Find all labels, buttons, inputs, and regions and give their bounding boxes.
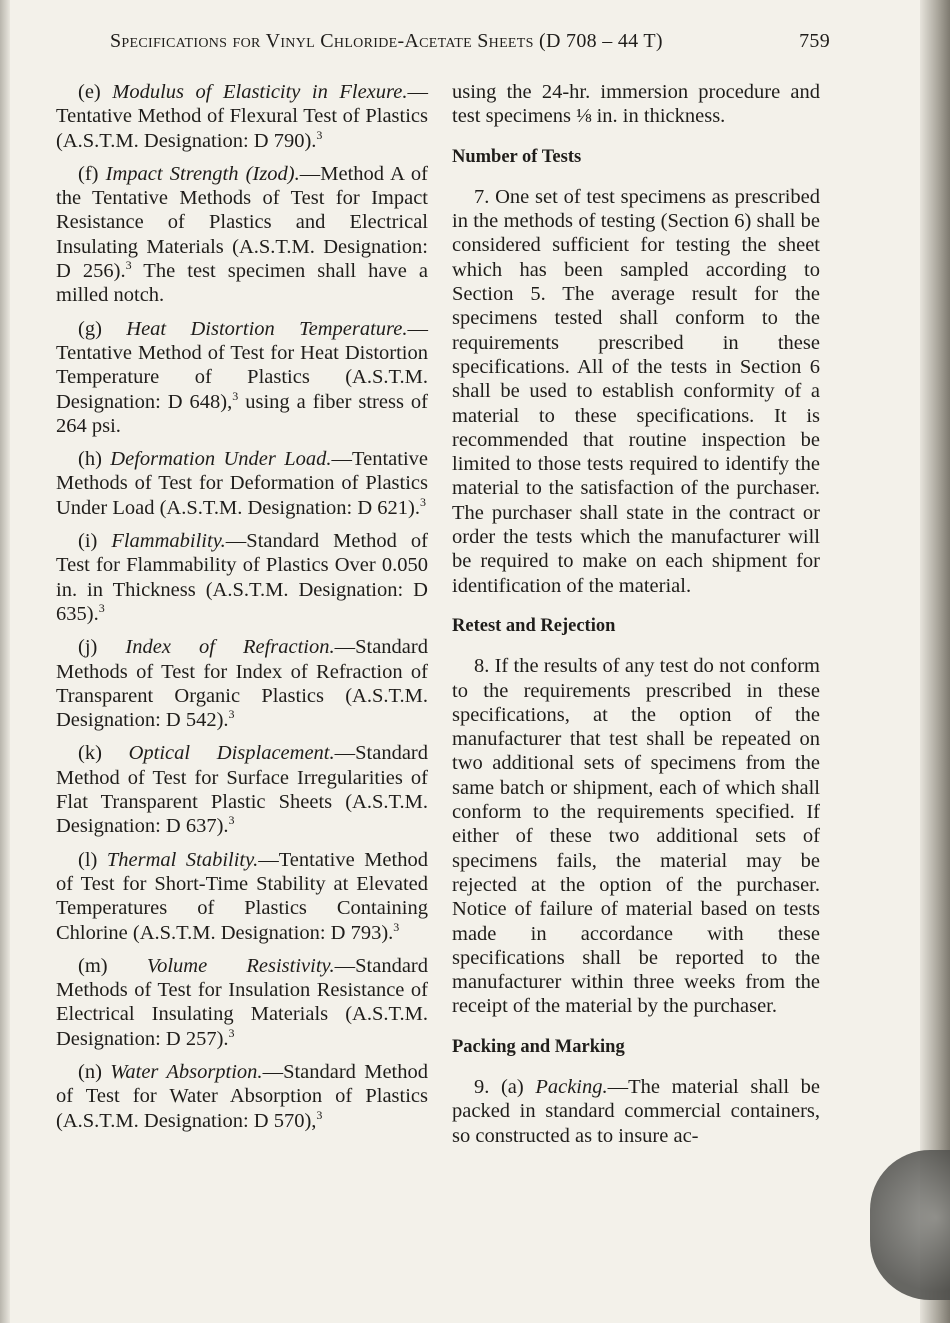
item-e: (e) Modulus of Elasticity in Flexure.—Tentative Method of Flexural Test of Plastics (A.S.T.M. Designation: D 790).$^3$ <box>56 81 428 152</box>
item-l: (l) Thermal Stability.—Tentative Method of Test for Short-Time Stability at Elevated Temperatures of Plastics Containing Chlorine (A.S.T.M. Designation: D 793).$^3$ <box>56 848 428 944</box>
item-j: (j) Index of Refraction.—Standard Methods of Test for Index of Refraction of Transparent Organic Plastics (A.S.T.M. Designation: D 542).$^3$ <box>56 636 428 732</box>
section-heading-packing: Packing and Marking <box>452 1036 625 1057</box>
right-column <box>452 80 820 1157</box>
item-m: (m) Volume Resistivity.—Standard Methods of Test for Insulation Resistance of Electrical Insulating Materials (A.S.T.M. Designation: D 257).$^3$ <box>56 954 428 1050</box>
section-7-body: 7. One set of test specimens as prescribed in the methods of testing (Section 6) shall be considered sufficient for testing the sheet which has been sampled according to Section 5. The average result for the specimens tested shall conform to the requirements prescribed in these specifications. All of the tests in Section 6 shall be used to establish conformity of a material to these specifications. It is recommended that routine inspection be limited to those tests required to identify the material to the satisfaction of the purchaser. The purchaser shall state in the contract or order the tests which the manufacturer will be required to make on each shipment for identification of the material. <box>452 185 820 597</box>
section-9-body: 9. (a) Packing.—The material shall be packed in standard commercial containers, so constructed as to insure ac- <box>452 1075 820 1147</box>
continuation-text: using the 24-hr. immersion procedure and test specimens ⅛ in. in thickness. <box>452 81 820 128</box>
item-g: (g) Heat Distortion Temperature.—Tentative Method of Test for Heat Distortion Temperature of Plastics (A.S.T.M. Designation: D 648),$^3$ using a fiber stress of 264 psi. <box>56 317 429 437</box>
section-8-body: 8. If the results of any test do not conform to the requirements prescribed in these specifications, at the option of the manufacturer that test shall be repeated on two additional sets of specimens from the same batch or shipment, each of which shall conform to the requirements specified. If either of these two additional sets of specimens fails, the material may be rejected at the option of the purchaser. Notice of failure of material based on tests made in accordance with these specifications shall be reported to the manufacturer within three weeks from the receipt of the material by the purchaser. <box>452 655 820 1018</box>
item-n: (n) Water Absorption.—Standard Method of Test for Water Absorption of Plastics (A.S.T.M. Designation: D 570),$^3$ <box>56 1060 428 1132</box>
item-f: (f) Impact Strength (Izod).—Method A of the Tentative Methods of Test for Impact Resistance of Plastics and Electrical Insulating Materials (A.S.T.M. Designation: D 256).$^3$ The test specimen shall have a milled notch. <box>56 162 428 307</box>
item-h: (h) Deformation Under Load.—Tentative Methods of Test for Deformation of Plastics Under Load (A.S.T.M. Designation: D 621).$^3$ <box>56 448 428 519</box>
left-column <box>56 80 428 1142</box>
section-heading-retest: Retest and Rejection <box>452 615 616 636</box>
thumb-shadow <box>870 1150 950 1300</box>
item-i: (i) Flammability.—Standard Method of Test for Flammability of Plastics Over 0.050 in. in Thickness (A.S.T.M. Designation: D 635).$^3$ <box>56 530 428 625</box>
running-header <box>110 30 830 53</box>
page-edge-left <box>0 0 10 1323</box>
running-title: Specifications for Vinyl Chloride-Acetate Sheets (D 708 – 44 T) <box>110 30 663 52</box>
item-k: (k) Optical Displacement.—Standard Method of Test for Surface Irregularities of Flat Transparent Plastic Sheets (A.S.T.M. Designation: D 637).$^3$ <box>56 742 428 838</box>
page-number: 759 <box>799 30 830 52</box>
section-heading-number-of-tests: Number of Tests <box>452 146 582 167</box>
page-edge-right <box>920 0 950 1323</box>
